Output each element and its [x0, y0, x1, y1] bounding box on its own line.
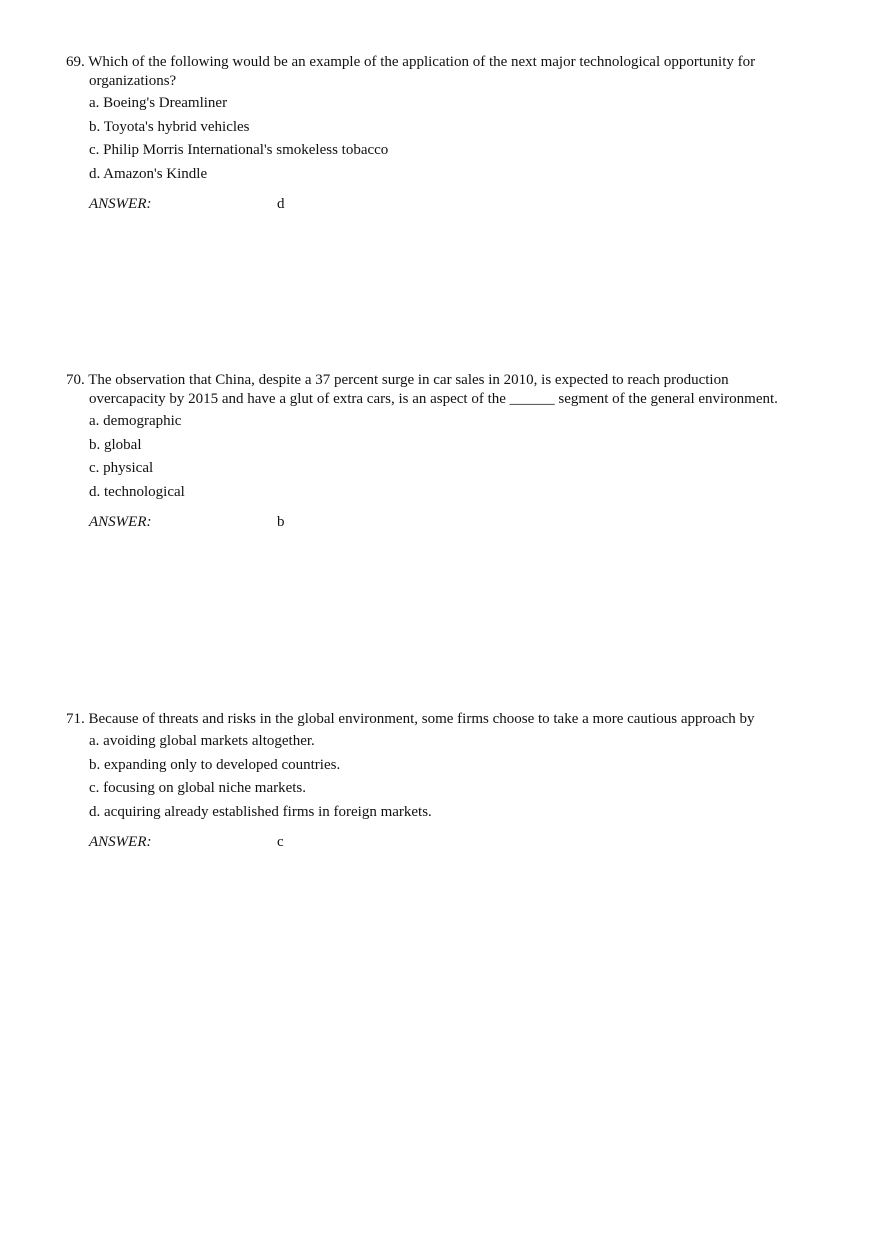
question-70	[66, 371, 806, 534]
option-d: d. technological	[89, 483, 185, 500]
question-stem: 70. The observation that China, despite a 37 percent surge in car sales in 2010, is expected to reach production overcapacity by 2015 and have a glut of extra cars, is an aspect of the ______ segment of the general environment.	[66, 372, 778, 407]
answer-label: ANSWER:	[89, 834, 152, 850]
answer-value: d	[277, 196, 285, 212]
option-b: b. Toyota's hybrid vehicles	[89, 118, 250, 135]
option-c: c. physical	[89, 460, 154, 476]
option-d: d. acquiring already established firms in foreign markets.	[89, 803, 432, 820]
option-c: c. Philip Morris International's smokeless tobacco	[89, 142, 389, 158]
option-c: c. focusing on global niche markets.	[89, 780, 307, 796]
question-71	[66, 710, 806, 854]
question-stem: 71. Because of threats and risks in the global environment, some firms choose to take a more cautious approach by	[66, 711, 755, 727]
option-b: b. expanding only to developed countries.	[89, 756, 341, 773]
option-list	[89, 92, 806, 186]
option-a: a. Boeing's Dreamliner	[89, 95, 228, 111]
option-list	[89, 730, 806, 824]
option-list	[89, 410, 806, 504]
option-d: d. Amazon's Kindle	[89, 165, 208, 182]
question-69	[66, 53, 806, 216]
answer-label: ANSWER:	[89, 514, 152, 530]
answer-value: b	[277, 514, 285, 530]
answer-value: c	[277, 834, 284, 850]
question-stem: 69. Which of the following would be an example of the application of the next major technological opportunity for organizations?	[66, 54, 756, 89]
answer-row	[89, 834, 806, 854]
answer-row	[89, 196, 806, 216]
option-b: b. global	[89, 436, 142, 453]
answer-label: ANSWER:	[89, 196, 152, 212]
option-a: a. demographic	[89, 413, 182, 429]
option-a: a. avoiding global markets altogether.	[89, 733, 315, 749]
answer-row	[89, 514, 806, 534]
